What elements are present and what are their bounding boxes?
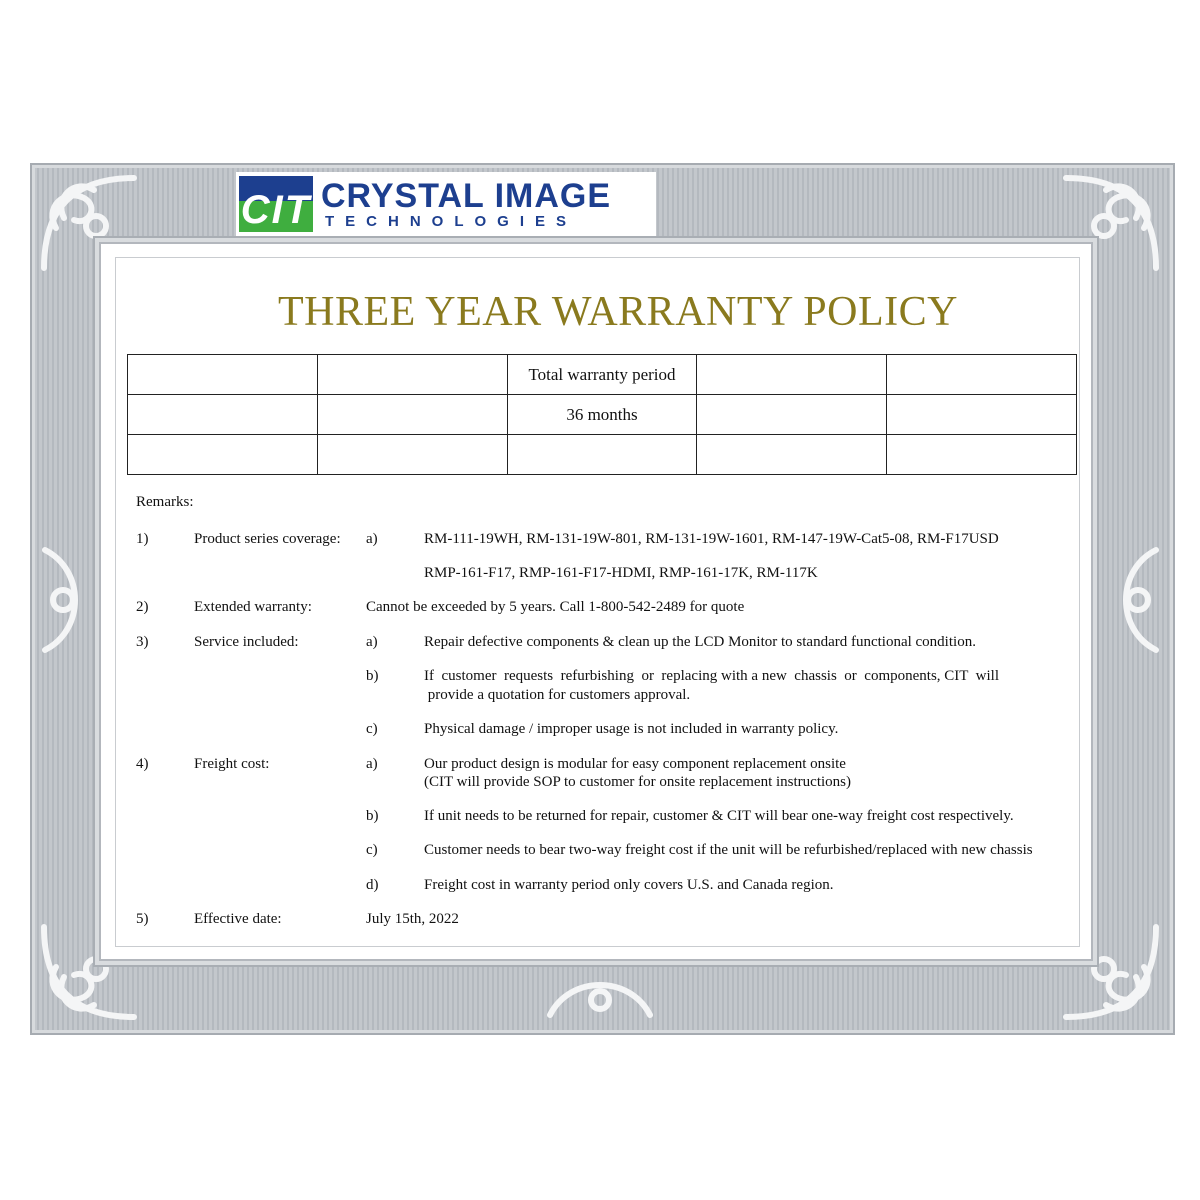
table-row [128,395,1077,435]
table-cell [128,395,318,435]
side-ornament-left [35,540,95,660]
table-cell [317,395,507,435]
logo-name: CRYSTAL IMAGE [321,177,612,215]
remark-text: Repair defective components & clean up the LCD Monitor to standard functional condition. [424,634,976,650]
remark-text: RM-111-19WH, RM-131-19W-801, RM-131-19W-1601, RM-147-19W-Cat5-08, RM-F17USD [424,531,999,547]
table-cell [697,355,887,395]
table-cell [887,355,1077,395]
remark-letter: a) [366,634,378,650]
table-cell [697,395,887,435]
logo-subtitle: TECHNOLOGIES [325,213,578,230]
remark-letter: d) [366,877,379,893]
remark-letter: c) [366,721,378,737]
remark-label: Effective date: [194,911,282,927]
table-cell [317,435,507,475]
remark-letter: c) [366,842,378,858]
page-title: THREE YEAR WARRANTY POLICY [278,289,958,335]
table-cell [697,435,887,475]
remark-text: Our product design is modular for easy component replacement onsite [424,756,846,772]
table-cell [128,355,318,395]
remark-text: (CIT will provide SOP to customer for onsite replacement instructions) [424,774,852,790]
remark-text: July 15th, 2022 [366,911,459,927]
warranty-table [127,354,1077,475]
remarks-heading: Remarks: [136,494,194,510]
table-header-cell: Total warranty period [507,355,697,395]
table-value-cell: 36 months [507,395,697,435]
company-logo [236,172,656,236]
remark-text: Cannot be exceeded by 5 years. Call 1-800-542-2489 for quote [366,599,745,615]
remark-letter: b) [366,808,379,824]
table-cell [887,395,1077,435]
remark-letter: b) [366,668,379,684]
remark-text: RMP-161-F17, RMP-161-F17-HDMI, RMP-161-17K, RM-117K [424,565,818,581]
logo-mark-text: CIT [240,188,312,232]
remark-label: Product series coverage: [194,531,341,547]
remark-text: Freight cost in warranty period only covers U.S. and Canada region. [424,877,834,893]
table-cell [507,435,697,475]
remark-label: Freight cost: [194,756,270,772]
side-ornament-right [1106,540,1166,660]
remark-text: Physical damage / improper usage is not included in warranty policy. [424,721,839,737]
bottom-ornament [540,970,660,1025]
table-cell [128,435,318,475]
remark-number: 3) [136,634,149,650]
remark-number: 4) [136,756,149,772]
logo-text [321,178,611,230]
remark-text: If unit needs to be returned for repair, customer & CIT will bear one-way freight cost respectively. [424,808,1014,824]
remark-letter: a) [366,531,378,547]
remark-number: 5) [136,911,149,927]
remark-label: Extended warranty: [194,599,312,615]
table-cell [887,435,1077,475]
remark-letter: a) [366,756,378,772]
table-row [128,435,1077,475]
remark-number: 1) [136,531,149,547]
remark-text: provide a quotation for customers approval. [424,687,691,703]
remark-text: Customer needs to bear two-way freight cost if the unit will be refurbished/replaced with new chassis [424,842,1033,858]
remark-number: 2) [136,599,149,615]
table-cell [317,355,507,395]
logo-mark [239,176,313,232]
remark-text: If customer requests refurbishing or replacing with a new chassis or components, CIT will [424,668,1000,684]
table-row [128,355,1077,395]
remark-label: Service included: [194,634,299,650]
